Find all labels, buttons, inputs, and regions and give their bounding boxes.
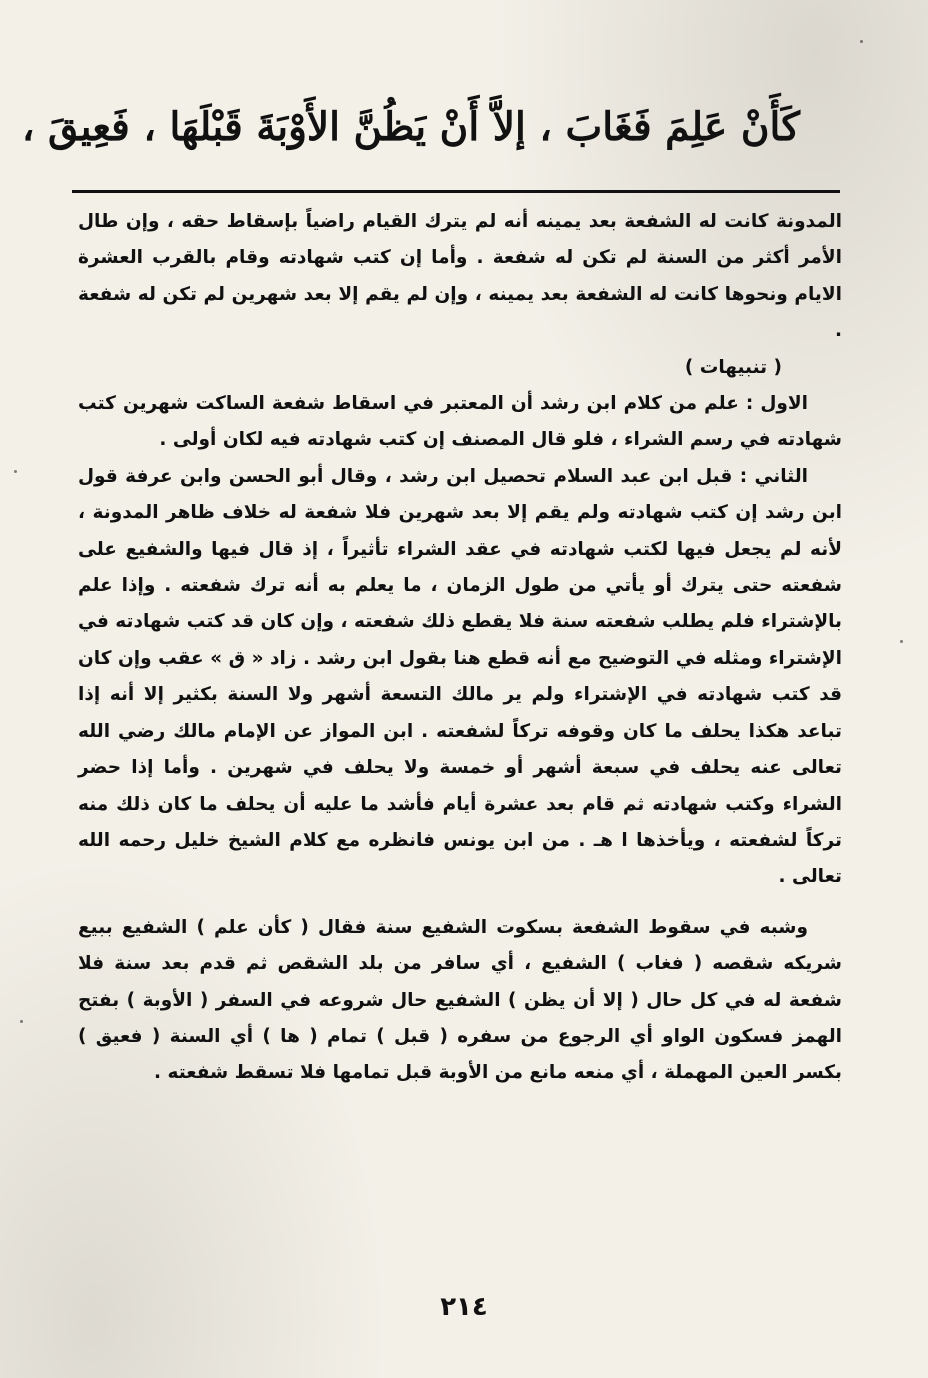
page-header-title: كَأَنْ عَلِمَ فَغَابَ ، إلاَّ أَنْ يَظُنَّ الأَوْبَةَ قَبْلَهَا ، فَعِيقَ ،: [21, 104, 800, 150]
print-speck: [860, 40, 863, 43]
paragraph-madawwana: المدونة كانت له الشفعة بعد يمينه أنه لم يترك القيام راضياً بإسقاط حقه ، وإن طال الأمر أكثر من السنة لم تكن له شفعة . وأما إن كتب شهادته وقام بالقرب العشرة الايام ونحوها كانت له الشفعة بعد يمينه ، وإن لم يقم إلا بعد شهرين لم تكن له شفعة .: [78, 211, 842, 342]
paragraph-second-note: الثاني : قبل ابن عبد السلام تحصيل ابن رشد ، وقال أبو الحسن وابن عرفة قول ابن رشد إن كتب شهادته ولم يقم إلا بعد شهرين فلا شفعة له خلاف ظاهر المدونة ، لأنه لم يجعل فيها لكتب شهادته في عقد الشراء تأثيراً ، إذ قال فيها والشفيع على شفعته حتى يترك أو يأتي من طول الزمان ، ما يعلم به أنه ترك شفعته . وإذا علم بالإشتراء فلم يطلب شفعته سنة فلا يقطع ذلك شفعته ، وإن كان قد كتب شهادته في الإشتراء ومثله في التوضيح مع أنه قطع هنا بقول ابن رشد . زاد « ق » عقب وإن كان قد كتب شهادته في الإشتراء ولم ير مالك التسعة أشهر ولا السنة بكثير إلا أنه إذا تباعد هكذا يحلف ما كان وقوفه تركاً لشفعته . ابن المواز عن الإمام مالك رضي الله تعالى عنه يحلف في سبعة أشهر أو خمسة ولا يحلف في شهرين . وأما إذا حضر الشراء وكتب شهادته ثم قام بعد عشرة أيام فأشد ما عليه أن يحلف ما كان ذلك منه تركاً لشفعته ، ويأخذها ا هـ . من ابن يونس فانظره مع كلام الشيخ خليل رحمه الله تعالى .: [78, 465, 842, 888]
print-speck: [900, 640, 903, 643]
section-heading-tanbihat: ( تنبيهات ): [684, 356, 782, 378]
header-divider: [72, 190, 840, 193]
page-number: ٢١٤: [440, 1292, 488, 1322]
print-speck: [14, 470, 17, 473]
page-body: [78, 204, 842, 1092]
paragraph-first-note: الاول : علم من كلام ابن رشد أن المعتبر في اسقاط شفعة الساكت شهرين كتب شهادته في رسم الشراء ، فلو قال المصنف إن كتب شهادته فيه لكان أولى .: [78, 393, 842, 451]
print-speck: [20, 1020, 23, 1023]
paragraph-commentary: وشبه في سقوط الشفعة بسكوت الشفيع سنة فقال ( كأن علم ) الشفيع ببيع شريكه شقصه ( فغاب ) الشفيع ، أي سافر من بلد الشقص ثم قدم بعد سنة فلا شفعة له في كل حال ( إلا أن يظن ) الشفيع حال شروعه في السفر ( الأوبة ) بفتح الهمز فسكون الواو أي الرجوع من سفره ( قبل ) تمام ( ها ) أي السنة ( فعيق ) بكسر العين المهملة ، أي منعه مانع من الأوبة قبل تمامها فلا تسقط شفعته .: [78, 916, 842, 1084]
